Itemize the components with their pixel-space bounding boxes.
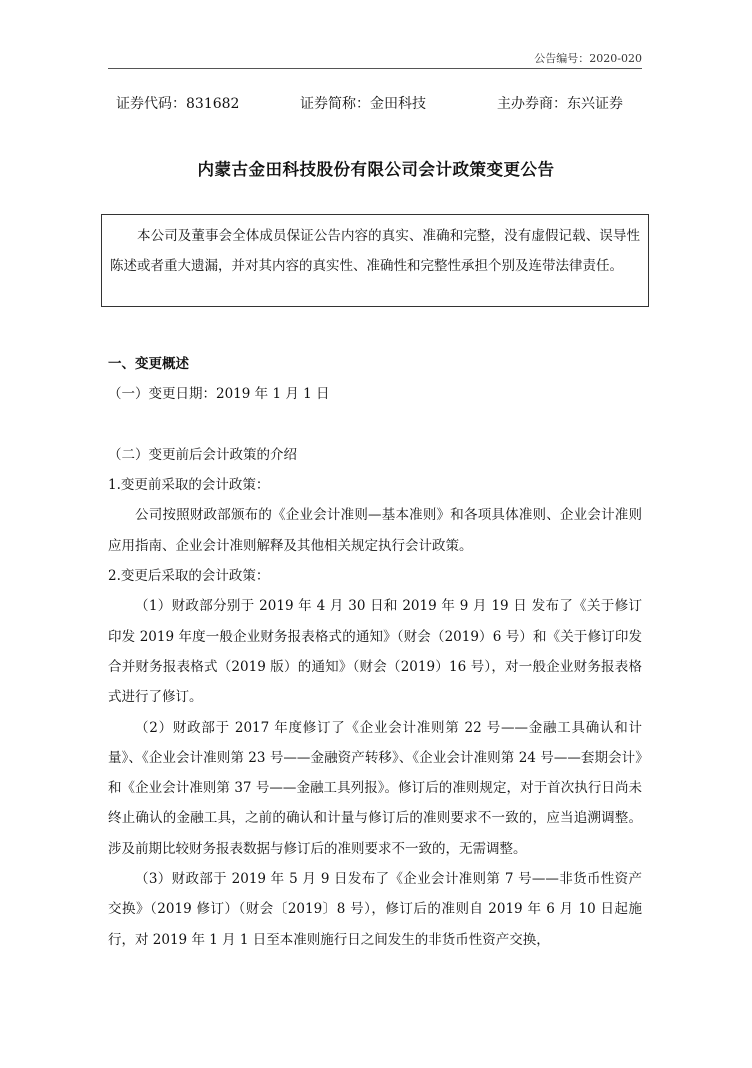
before-policy-text: 公司按照财政部颁布的《企业会计准则—基本准则》和各项具体准则、企业会计准则应用指南、企业会计准则解释及其他相关规定执行会计政策。 — [108, 507, 642, 554]
announcement-number: 公告编号：2020-020 — [534, 52, 642, 65]
section-heading-overview: 一、变更概述 — [108, 356, 189, 372]
subsection-policy-intro: （二）变更前后会计政策的介绍 — [108, 446, 297, 463]
document-title: 内蒙古金田科技股份有限公司会计政策变更公告 — [197, 160, 555, 179]
header-divider — [108, 68, 642, 69]
after-policy-label: 2.变更后采取的会计政策： — [108, 568, 270, 585]
policy-item-1: （1）财政部分别于 2019 年 4 月 30 日和 2019 年 9 月 19 日 发布了《关于修订印发 2019 年度一般企业财务报表格式的通知》（财会（2019）6 号）和《关于修订印发合并财务报表格式（2019 版）的通知》（财会（2019）16 号），对一般企业财务报表格式进行了修订。 — [108, 598, 642, 706]
document-body — [108, 349, 642, 955]
policy-item-3: （3）财政部于 2019 年 5 月 9 日发布了《企业会计准则第 7 号——非货币性资产交换》（2019 修订）（财会〔2019〕8 号），修订后的准则自 2019 年 6 月 10 日起施行，对 2019 年 1 月 1 日至本准则施行日之间发生的非货币性资产交换， — [108, 871, 642, 948]
board-guarantee-text: 本公司及董事会全体成员保证公告内容的真实、准确和完整，没有虚假记载、误导性陈述或者重大遗漏，并对其内容的真实性、准确性和完整性承担个别及连带法律责任。 — [110, 228, 640, 274]
security-info-row — [116, 93, 646, 113]
change-date-line: （一）变更日期：2019 年 1 月 1 日 — [108, 386, 330, 403]
before-policy-label: 1.变更前采取的会计政策： — [108, 477, 270, 494]
spacer — [108, 410, 642, 440]
policy-item-2: （2）财政部于 2017 年度修订了《企业会计准则第 22 号——金融工具确认和计量》、《企业会计准则第 23 号——金融资产转移》、《企业会计准则第 24 号——套期会计》和《企业会计准则第 37 号——金融工具列报》。修订后的准则规定，对于首次执行日尚未终止确认的金融工具，之前的确认和计量与修订后的准则要求不一致的，应当追溯调整。涉及前期比较财务报表数据与修订后的准则要求不一致的，无需调整。 — [108, 719, 642, 857]
security-abbreviation: 证券简称：金田科技 — [300, 96, 426, 112]
security-code: 证券代码：831682 — [116, 96, 240, 112]
board-guarantee-box — [101, 214, 649, 307]
sponsor-broker: 主办券商：东兴证券 — [497, 96, 623, 112]
